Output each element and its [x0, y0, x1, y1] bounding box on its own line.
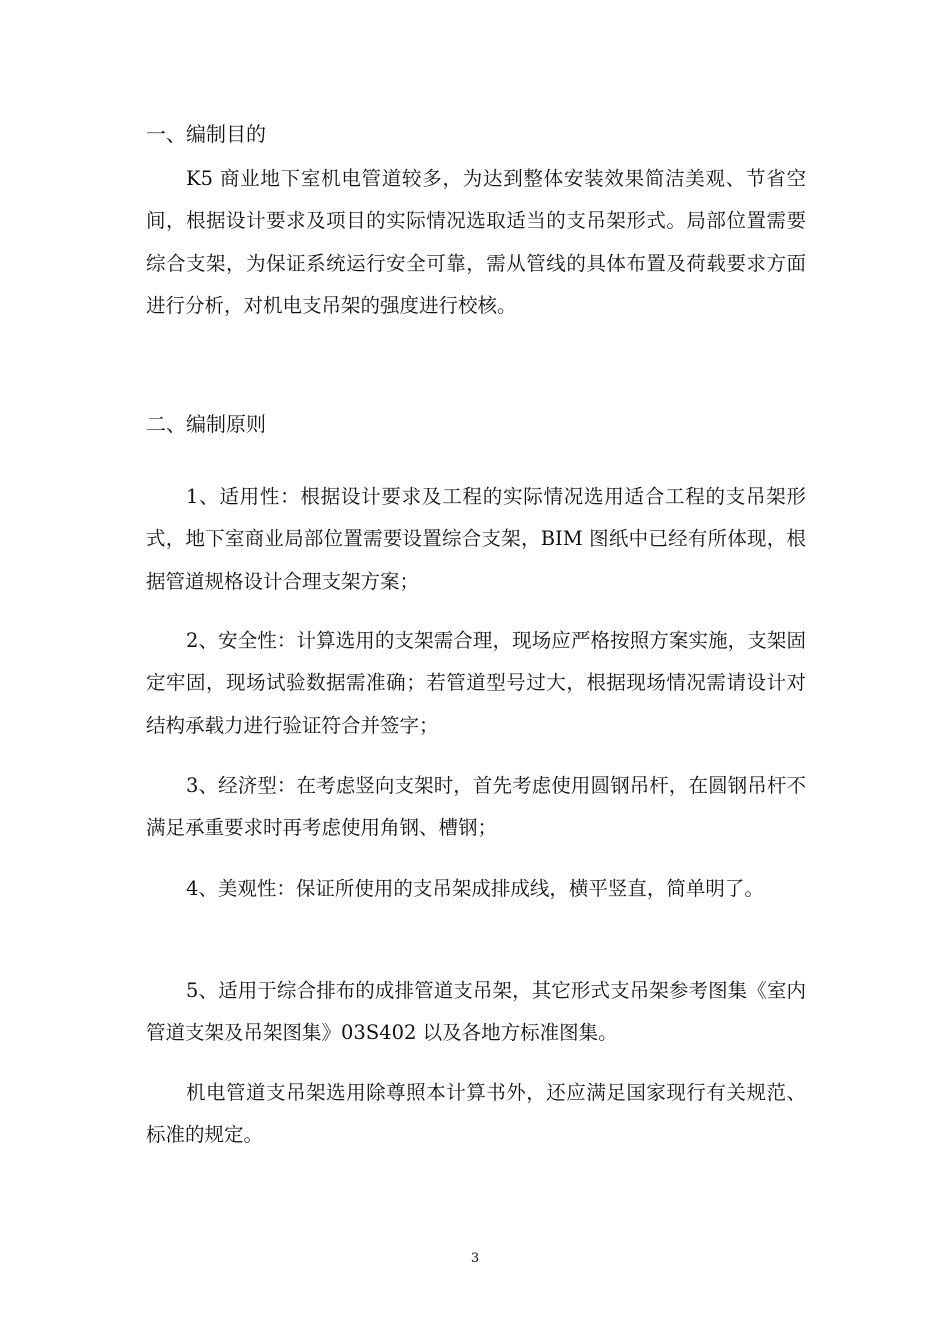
- page-number: 3: [470, 1251, 480, 1266]
- paragraph-principle-scope: 5、适用于综合排布的成排管道支吊架，其它形式支吊架参考图集《室内管道支架及吊架图集》03S402 以及各地方标准图集。: [146, 979, 806, 1045]
- paragraph-principle-applicability: 1、适用性：根据设计要求及工程的实际情况选用适合工程的支吊架形式，地下室商业局部位置需要设置综合支架，BIM 图纸中已经有所体现，根据管道规格设计合理支架方案；: [146, 485, 806, 593]
- paragraph-compliance: 机电管道支吊架选用除尊照本计算书外，还应满足国家现行有关规范、标准的规定。: [146, 1081, 806, 1147]
- paragraph-principle-appearance: 4、美观性：保证所使用的支吊架成排成线，横平竖直，简单明了。: [186, 877, 764, 900]
- section-heading-principles: 二、编制原则: [146, 412, 266, 436]
- paragraph-principle-safety: 2、安全性：计算选用的支架需合理，现场应严格按照方案实施，支架固定牢固，现场试验数据需准确；若管道型号过大，根据现场情况需请设计对结构承载力进行验证符合并签字；: [146, 629, 806, 737]
- section-heading-purpose: 一、编制目的: [146, 122, 266, 146]
- paragraph-purpose: K5 商业地下室机电管道较多，为达到整体安装效果简洁美观、节省空间，根据设计要求及项目的实际情况选取适当的支吊架形式。局部位置需要综合支架，为保证系统运行安全可靠，需从管线的具体布置及荷载要求方面进行分析，对机电支吊架的强度进行校核。: [146, 167, 806, 317]
- paragraph-principle-economy: 3、经济型：在考虑竖向支架时，首先考虑使用圆钢吊杆，在圆钢吊杆不满足承重要求时再考虑使用角钢、槽钢；: [146, 774, 806, 840]
